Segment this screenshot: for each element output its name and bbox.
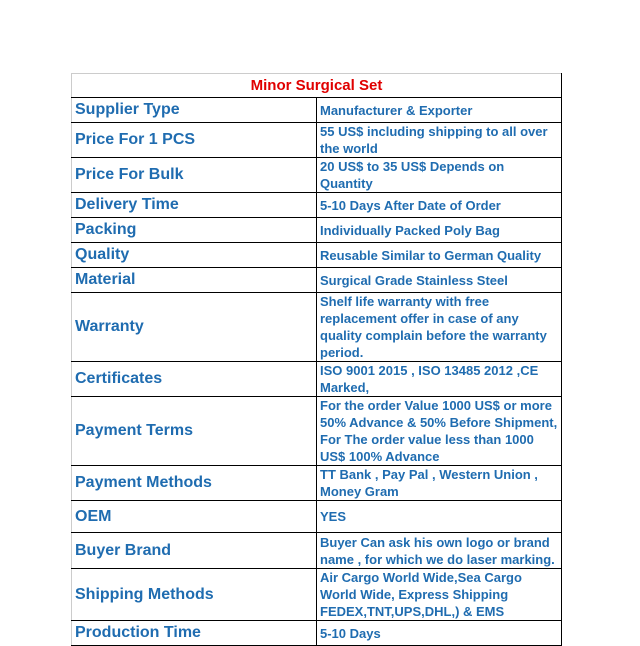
row-label: Payment Terms [72,397,317,466]
product-spec-table [71,73,562,646]
table-row [72,293,562,362]
table-row [72,193,562,218]
row-value: Reusable Similar to German Quality [317,243,562,268]
row-value: Manufacturer & Exporter [317,98,562,123]
row-label: Certificates [72,362,317,397]
row-label: Payment Methods [72,466,317,501]
row-value: 5-10 Days After Date of Order [317,193,562,218]
row-label: OEM [72,501,317,533]
table-title: Minor Surgical Set [72,74,562,98]
row-label: Delivery Time [72,193,317,218]
table-row [72,268,562,293]
table-row [72,218,562,243]
row-value: Buyer Can ask his own logo or brand name , for which we do laser marking. [317,533,562,569]
row-label: Packing [72,218,317,243]
table-row [72,533,562,569]
row-label: Price For 1 PCS [72,123,317,158]
row-value: ISO 9001 2015 , ISO 13485 2012 ,CE Marked, [317,362,562,397]
row-value: 55 US$ including shipping to all over the world [317,123,562,158]
row-label: Price For Bulk [72,158,317,193]
table-row [72,621,562,646]
row-value: Air Cargo World Wide,Sea Cargo World Wide, Express Shipping FEDEX,TNT,UPS,DHL,) & EMS [317,569,562,621]
table-row [72,98,562,123]
table-row [72,569,562,621]
row-label: Production Time [72,621,317,646]
row-label: Supplier Type [72,98,317,123]
row-value: Shelf life warranty with free replacement offer in case of any quality complain before the warranty period. [317,293,562,362]
row-label: Quality [72,243,317,268]
table-row [72,158,562,193]
row-value: YES [317,501,562,533]
row-value: For the order Value 1000 US$ or more 50% Advance & 50% Before Shipment, For The order value less than 1000 US$ 100% Advance [317,397,562,466]
row-value: 20 US$ to 35 US$ Depends on Quantity [317,158,562,193]
row-value: TT Bank , Pay Pal , Western Union , Money Gram [317,466,562,501]
row-value: 5-10 Days [317,621,562,646]
table-row [72,501,562,533]
row-label: Shipping Methods [72,569,317,621]
row-value: Individually Packed Poly Bag [317,218,562,243]
table-row [72,243,562,268]
row-label: Buyer Brand [72,533,317,569]
table-row [72,123,562,158]
table-row [72,397,562,466]
table-row [72,466,562,501]
row-label: Warranty [72,293,317,362]
row-value: Surgical Grade Stainless Steel [317,268,562,293]
table-row [72,362,562,397]
row-label: Material [72,268,317,293]
